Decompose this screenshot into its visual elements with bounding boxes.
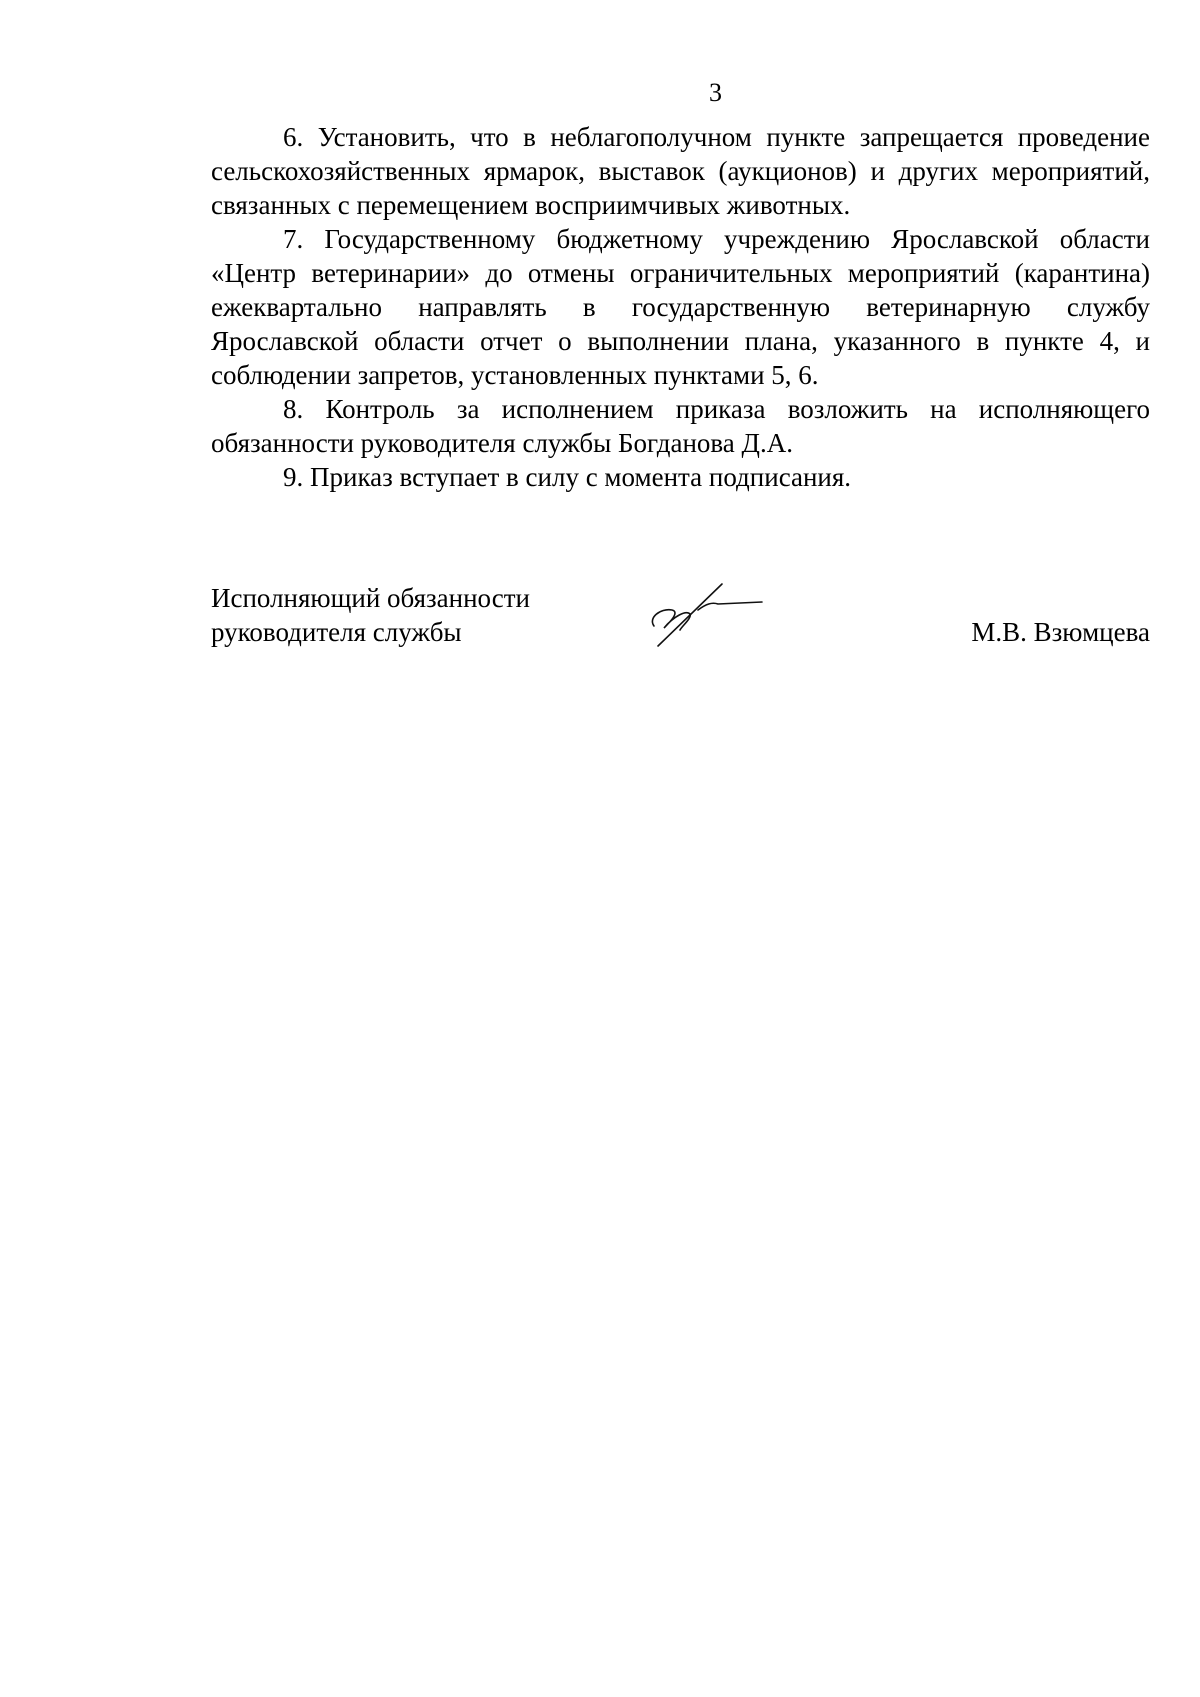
position-line-2: руководителя службы — [211, 617, 462, 647]
signatory-name: М.В. Взюмцева — [971, 617, 1150, 647]
paragraph-9: 9. Приказ вступает в силу с момента подписания. — [283, 462, 852, 492]
signatory-position — [211, 581, 530, 649]
paragraph-7: 7. Государственному бюджетному учреждению Ярославской области «Центр ветеринарии» до отмены ограничительных мероприятий (карантина) ежеквартально направлять в государственную ветеринарную службу Ярославской области отчет о выполнении плана, указанного в пункте 4, и соблюдении запретов, установленных пунктами 5, 6. — [211, 224, 1150, 390]
paragraph-8: 8. Контроль за исполнением приказа возложить на исполняющего обязанности руководителя службы Богданова Д.А. — [211, 394, 1150, 458]
page-number: 3 — [709, 78, 722, 107]
handwritten-signature — [640, 574, 770, 654]
position-line-1: Исполняющий обязанности — [211, 583, 530, 613]
paragraph-6: 6. Установить, что в неблагополучном пункте запрещается проведение сельскохозяйственных ярмарок, выставок (аукционов) и других мероприятий, связанных с перемещением восприимчивых животных. — [211, 122, 1150, 220]
document-body — [211, 120, 1150, 494]
